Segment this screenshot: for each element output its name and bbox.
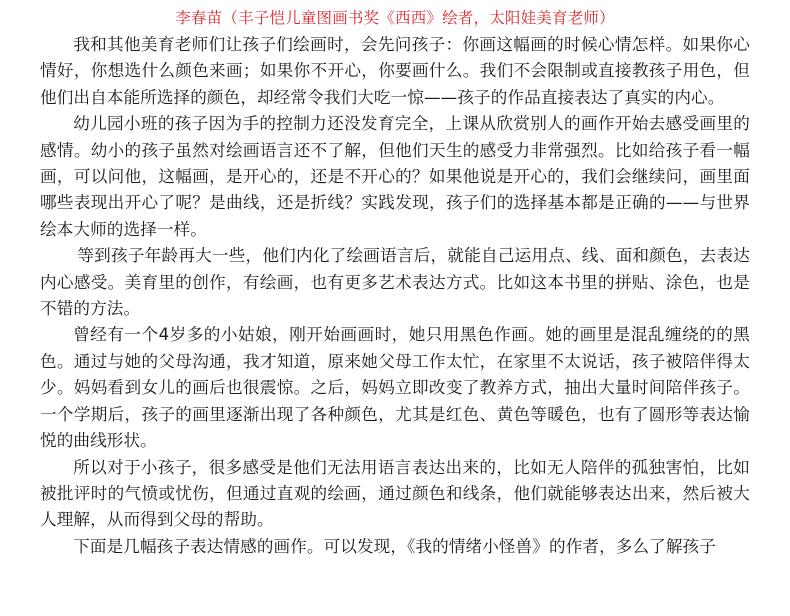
paragraph-2: 幼儿园小班的孩子因为手的控制力还没发育完全，上课从欣赏别人的画作开始去感受画里的感情。幼小的孩子虽然对绘画语言还不了解，但他们天生的感受力非常强烈。比如给孩子看一幅画，可以问他，这幅画，是开心的，还是不开心的？如果他说是开心的，我们会继续问，画里面哪些表现出开心了呢？是曲线，还是折线？实践发现，孩子们的选择基本都是正确的——与世界绘本大师的选择一样。 xyxy=(40,114,750,239)
paragraph-6: 下面是几幅孩子表达情感的画作。可以发现，《我的情绪小怪兽》的作者，多么了解孩子 xyxy=(73,536,716,556)
author-attribution: 李春苗（丰子恺儿童图画书奖《西西》绘者，太阳娃美育老师） xyxy=(175,9,615,27)
paragraph-3: 等到孩子年龄再大一些，他们内化了绘画语言后，就能自己运用点、线、面和颜色，去表达内心感受。美育里的创作，有绘画，也有更多艺术表达方式。比如这本书里的拼贴、涂色，也是不错的方法。 xyxy=(40,246,750,319)
paragraph-4: 曾经有一个4岁多的小姑娘，刚开始画画时，她只用黑色作画。她的画里是混乱缠绕的的黑色。通过与她的父母沟通，我才知道，原来她父母工作太忙，在家里不太说话，孩子被陪伴得太少。妈妈看到女儿的画后也很震惊。之后，妈妈立即改变了教养方式，抽出大量时间陪伴孩子。一个学期后，孩子的画里逐渐出现了各种颜色，尤其是红色、黄色等暖色，也有了圆形等表达愉悦的曲线形状。 xyxy=(40,325,750,451)
paragraph-1: 我和其他美育老师们让孩子们绘画时，会先问孩子：你画这幅画的时候心情怎样。如果你心情好，你想选什么颜色来画；如果你不开心，你要画什么。我们不会限制或直接教孩子用色，但他们出自本能所选择的颜色，却经常令我们大吃一惊——孩子的作品直接表达了真实的内心。 xyxy=(40,35,750,107)
paragraph-5: 所以对于小孩子，很多感受是他们无法用语言表达出来的，比如无人陪伴的孤独害怕，比如被批评时的气愤或忧伤，但通过直观的绘画，通过颜色和线条，他们就能够表达出来，然后被大人理解，从而得到父母的帮助。 xyxy=(40,457,750,530)
